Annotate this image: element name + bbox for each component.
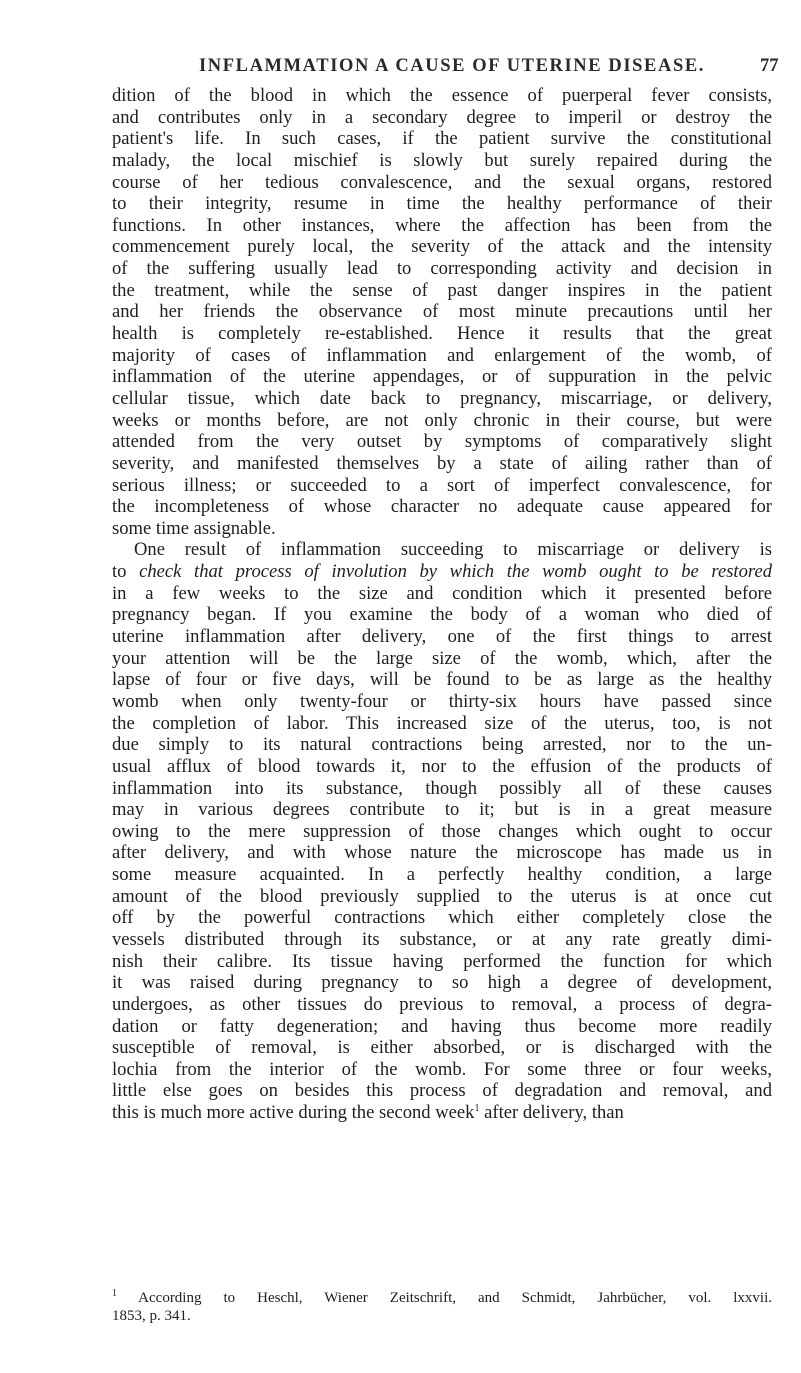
text-line: the incompleteness of whose character no adequate cause appeared for [112, 496, 772, 518]
text-line: pregnancy began. If you examine the body of a woman who died of [112, 604, 772, 626]
paragraph-continued [112, 85, 772, 539]
footnote-line: 1853, p. 341. [112, 1308, 191, 1324]
text-line: dition of the blood in which the essence of puerperal fever consists, [112, 85, 772, 106]
body-text [112, 85, 772, 1124]
text-line: to their integrity, resume in time the healthy performance of their [112, 193, 772, 215]
text-line: patient's life. In such cases, if the patient survive the constitutional [112, 128, 772, 150]
running-head [0, 56, 801, 82]
text-line: lochia from the interior of the womb. For some three or four weeks, [112, 1058, 772, 1080]
text-line: some time assignable. [112, 517, 276, 539]
paragraph-involution [112, 539, 772, 1123]
text-line: undergoes, as other tissues do previous to removal, a process of degra- [112, 993, 772, 1015]
text-line: course of her tedious convalescence, and the sexual organs, restored [112, 171, 772, 193]
text-line: nish their calibre. Its tissue having performed the function for which [112, 950, 772, 972]
page-number: 77 [760, 56, 779, 76]
text-line: off by the powerful contractions which either completely close the [112, 907, 772, 929]
text-line: it was raised during pregnancy to so high a degree of development, [112, 972, 772, 994]
text-line: some measure acquainted. In a perfectly healthy condition, a large [112, 864, 772, 886]
text-line: severity, and manifested themselves by a state of ailing rather than of [112, 452, 772, 474]
text-line: functions. In other instances, where the affection has been from the [112, 214, 772, 236]
text-line: the treatment, while the sense of past danger inspires in the patient [112, 279, 772, 301]
footnotes [112, 1289, 772, 1325]
text-line: after delivery, and with whose nature the microscope has made us in [112, 842, 772, 864]
footnote-marker: 1 [112, 1288, 117, 1299]
text-fragment: after delivery, than [479, 1102, 624, 1124]
text-line: health is completely re-established. Hence it results that the great [112, 323, 772, 345]
text-line: may in various degrees contribute to it; but is in a great measure [112, 799, 772, 821]
text-line: the completion of labor. This increased size of the uterus, too, is not [112, 712, 772, 734]
text-line: amount of the blood previously supplied to the uterus is at once cut [112, 885, 772, 907]
text-line: inflammation of the uterine appendages, or of suppuration in the pelvic [112, 366, 772, 388]
text-line [112, 561, 772, 583]
text-line: vessels distributed through its substance, or at any rate greatly dimi- [112, 928, 772, 950]
text-line: malady, the local mischief is slowly but surely repaired during the [112, 149, 772, 171]
text-fragment: to [112, 561, 140, 583]
text-line: weeks or months before, are not only chronic in their course, but were [112, 409, 772, 431]
text-line: majority of cases of inflammation and enlargement of the womb, of [112, 344, 772, 366]
footnote-text: According to Heschl, Wiener Zeitschrift, and Schmidt, Jahrbücher, vol. lxxvii. [117, 1290, 772, 1306]
italic-emphasis: check that process of involution by which the womb ought to be restored [139, 561, 772, 583]
text-line: and her friends the observance of most minute precautions until her [112, 301, 772, 323]
text-line: little else goes on besides this process of degradation and removal, and [112, 1080, 772, 1102]
text-line: owing to the mere suppression of those changes which ought to occur [112, 820, 772, 842]
text-line: lapse of four or five days, will be found to be as large as the healthy [112, 669, 772, 691]
text-line: womb when only twenty-four or thirty-six hours have passed since [112, 690, 772, 712]
text-line: in a few weeks to the size and condition which it presented before [112, 582, 772, 604]
text-line: cellular tissue, which date back to pregnancy, miscarriage, or delivery, [112, 387, 772, 409]
text-line: due simply to its natural contractions being arrested, nor to the un- [112, 734, 772, 756]
text-line: commencement purely local, the severity of the attack and the intensity [112, 236, 772, 258]
footnote-reference: 1 [474, 1102, 480, 1114]
text-line: inflammation into its substance, though possibly all of these causes [112, 777, 772, 799]
text-line: and contributes only in a secondary degree to imperil or destroy the [112, 106, 772, 128]
text-line: One result of inflammation succeeding to miscarriage or delivery is [134, 539, 772, 561]
text-line: serious illness; or succeeded to a sort of imperfect convalescence, for [112, 474, 772, 496]
paragraph-lines [112, 583, 772, 1102]
text-line: dation or fatty degeneration; and having thus become more readily [112, 1015, 772, 1037]
text-line: usual afflux of blood towards it, nor to the effusion of the products of [112, 755, 772, 777]
text-line: attended from the very outset by symptoms of comparatively slight [112, 431, 772, 453]
text-line: of the suffering usually lead to corresponding activity and decision in [112, 258, 772, 280]
text-line: your attention will be the large size of the womb, which, after the [112, 647, 772, 669]
text-line: uterine inflammation after delivery, one of the first things to arrest [112, 626, 772, 648]
text-line [112, 1102, 772, 1124]
running-title: INFLAMMATION A CAUSE OF UTERINE DISEASE. [199, 56, 706, 76]
footnote-line [112, 1289, 772, 1307]
text-line: susceptible of removal, is either absorbed, or is discharged with the [112, 1037, 772, 1059]
text-fragment: this is much more active during the second week [112, 1102, 475, 1124]
